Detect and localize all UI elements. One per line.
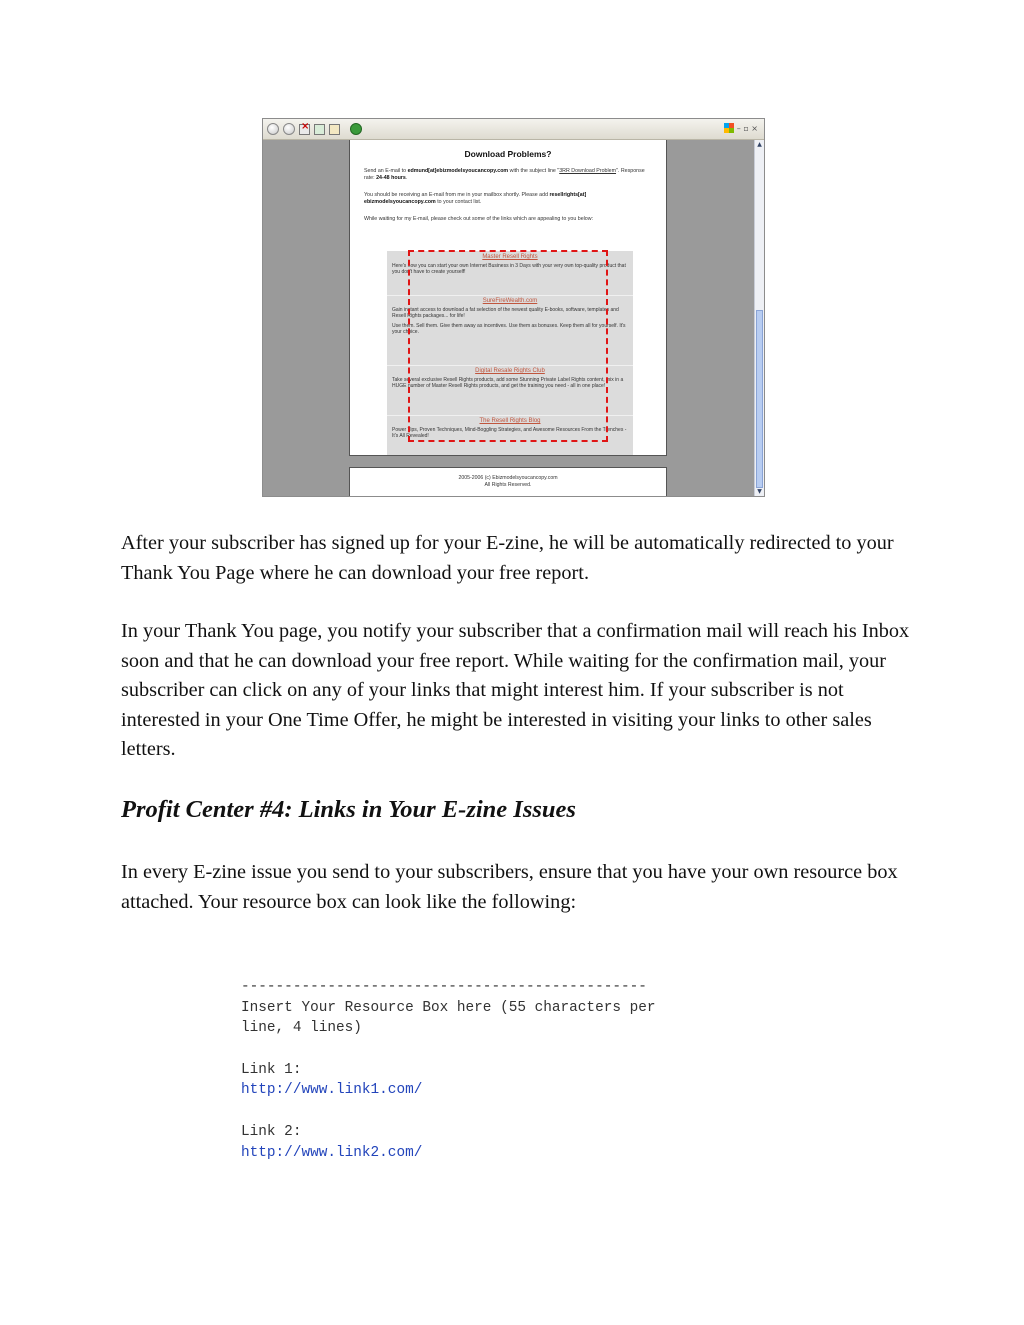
link-block [387,365,633,416]
intro-paragraph-1: Send an E-mail to edmund[at]ebizmodelsyoucancopy.com with the subject line "3RR Download Problem". Response rate: 24-48 hours. [364,168,645,181]
link2-url[interactable]: http://www.link2.com/ [241,1144,423,1161]
link-title[interactable]: Digital Resale Rights Club [475,368,545,374]
link-block [387,251,633,296]
link1-label: Link 1: [241,1061,302,1078]
refresh-icon [314,124,325,135]
scroll-thumb[interactable] [756,310,763,488]
scroll-up-icon[interactable]: ▲ [757,141,762,148]
window-controls [724,123,758,133]
divider-line: ----------------------------------------------- [241,979,647,995]
thank-you-page-screenshot [262,118,765,497]
link1-url[interactable]: http://www.link1.com/ [241,1082,423,1099]
link-description: Take several exclusive Resell Rights products, add some Stunning Private Label Rights content, mix in a HUGE number of Master Resell Rights products, and get the training you need - all in one place! [392,377,624,390]
window-buttons-icon: – ▫ × [736,123,758,133]
intro-paragraph-2: You should be receiving an E-mail from me in your mailbox shortly. Please add resellrights[at] ebizmodelsyoucancopy.com to your contact list. [364,192,587,205]
copyright-text: 2005-2006 (c) Ebizmodelsyoucancopy.com All Rights Reserved. [458,475,558,488]
link2-label: Link 2: [241,1123,302,1140]
intro-paragraph-3: While waiting for my E-mail, please check out some of the links which are appealing to you below: [364,216,594,222]
section-heading: Profit Center #4: Links in Your E-zine Issues [121,796,576,823]
scrollbar[interactable] [754,140,764,496]
forward-icon [283,123,295,135]
link-block [387,295,633,366]
link-title[interactable]: SureFireWealth.com [482,298,538,304]
browser-toolbar [263,119,764,140]
stop-icon [299,124,310,135]
resource-box-example [241,977,656,1163]
download-problem-link[interactable]: 3RR Download Problem [559,168,617,174]
resource-line-2: line, 4 lines) [241,1020,362,1037]
paragraph-resource-box: In every E-zine issue you send to your subscribers, ensure that you have your own resource box attached. Your resource box can look like the following: [121,861,898,913]
link-title[interactable]: The Resell Rights Blog [479,418,541,424]
link-description: Here's how you can start your own Internet Business in 3 Days with your very own top-quality product that you don't have to create yourself! [392,263,626,276]
link-description: Power Tips, Proven Techniques, Mind-Boggling Strategies, and Awesome Resources From the Trenches - It's All Revealed! [392,427,627,440]
resource-line-1: Insert Your Resource Box here (55 characters per [241,999,656,1016]
link-title[interactable]: Master Resell Rights [482,254,538,260]
thank-you-page [349,140,667,456]
back-icon [267,123,279,135]
windows-logo-icon [724,123,734,133]
footer-box [349,467,667,497]
link-description: Use them. Sell them. Give them away as incentives. Use them as bonuses. Keep them all for yourself. It's your choice. [392,322,626,335]
paragraph-redirect: After your subscriber has signed up for your E-zine, he will be automatically redirected to your Thank You Page where he can download your free report. [121,532,894,584]
scroll-down-icon[interactable]: ▼ [757,488,762,495]
download-problems-title: Download Problems? [464,149,552,159]
paragraph-thank-you: In your Thank You page, you notify your subscriber that a confirmation mail will reach his Inbox soon and that he can download your free report. While waiting for the confirmation mail, your subscriber can click on any of your links that might interest him. If your subscriber is not interested in your One Time Offer, he might be interested in visiting your links to other sales letters. [121,620,910,760]
go-icon [350,123,362,135]
home-icon [329,124,340,135]
link-block [387,415,633,455]
links-panel [387,251,633,455]
link-description: Gain instant access to download a fat selection of the newest quality E-books, software, templates and Resell Rights packages... for life! [392,307,619,320]
